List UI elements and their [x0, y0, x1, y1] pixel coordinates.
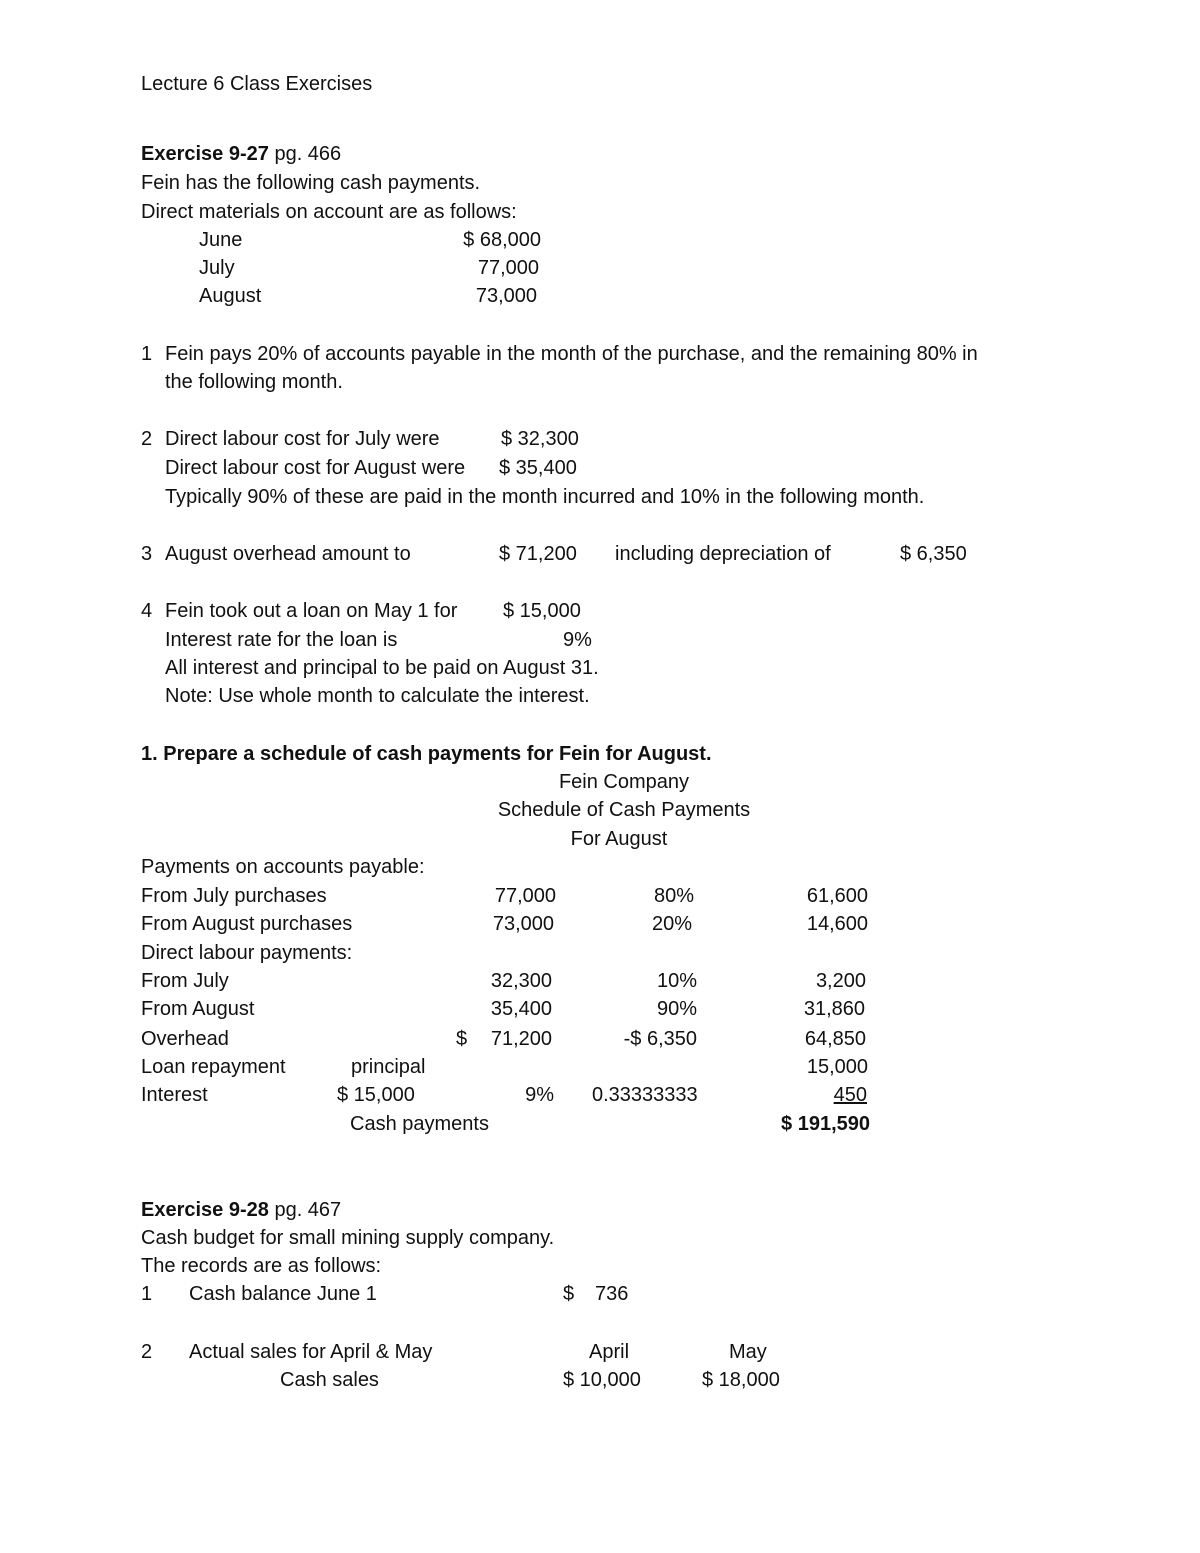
item-text: the following month.	[165, 371, 343, 393]
material-month: June	[199, 229, 243, 251]
exercise-intro: Fein has the following cash payments.	[141, 172, 481, 194]
item-text: All interest and principal to be paid on August 31.	[165, 657, 599, 679]
item-text: Direct labour cost for July were	[165, 428, 440, 450]
row-total: 64,850	[804, 1028, 866, 1050]
item-text: Fein pays 20% of accounts payable in the month of the purchase, and the remaining 80% in	[165, 343, 978, 365]
item-text: Direct labour cost for August were	[165, 457, 466, 479]
schedule-period: For August	[570, 828, 668, 850]
item-currency: $	[563, 1283, 575, 1305]
item-number: 3	[141, 543, 153, 565]
row-amount: 77,000	[494, 885, 556, 907]
row-amount: 35,400	[490, 998, 552, 1020]
item-number: 2	[141, 1341, 153, 1363]
row-amount: 32,300	[490, 970, 552, 992]
row-label: From July	[141, 970, 229, 992]
item-text: Typically 90% of these are paid in the month incurred and 10% in the following month.	[165, 486, 925, 508]
row-total: 450	[833, 1084, 867, 1106]
section-label: Payments on accounts payable:	[141, 856, 425, 878]
row-currency: $	[456, 1028, 468, 1050]
exercise-intro: Direct materials on account are as follows:	[141, 201, 517, 223]
row-percent: 10%	[656, 970, 697, 992]
cash-sales-may: $ 18,000	[702, 1369, 780, 1391]
row-total: 14,600	[806, 913, 868, 935]
item-text: Note: Use whole month to calculate the interest.	[165, 685, 590, 707]
item-number: 1	[141, 1283, 153, 1305]
row-fraction: 0.33333333	[592, 1084, 698, 1106]
item-value: 736	[595, 1283, 629, 1305]
item-value: $ 35,400	[499, 457, 577, 479]
row-label: From August	[141, 998, 255, 1020]
document-title: Lecture 6 Class Exercises	[141, 73, 373, 95]
item-text: Actual sales for April & May	[189, 1341, 433, 1363]
row-total: 61,600	[806, 885, 868, 907]
item-value: $ 32,300	[501, 428, 579, 450]
row-percent: 80%	[653, 885, 694, 907]
schedule-question: 1. Prepare a schedule of cash payments for Fein for August.	[141, 743, 712, 765]
item-text: Cash balance June 1	[189, 1283, 377, 1305]
item-number: 2	[141, 428, 153, 450]
row-total: 31,860	[803, 998, 865, 1020]
section-label: Direct labour payments:	[141, 942, 353, 964]
exercise-9-27-heading	[141, 142, 341, 166]
row-label: Loan repayment	[141, 1056, 286, 1078]
schedule-title: Schedule of Cash Payments	[497, 799, 751, 821]
row-depreciation: -$ 6,350	[623, 1028, 697, 1050]
row-sublabel: principal	[351, 1056, 426, 1078]
row-amount: 71,200	[490, 1028, 552, 1050]
row-label: From August purchases	[141, 913, 353, 935]
exercise-9-28-page: pg. 467	[268, 1199, 342, 1221]
row-principal: $ 15,000	[337, 1084, 415, 1106]
material-amount: 73,000	[475, 285, 537, 307]
item-value: $ 71,200	[499, 543, 577, 565]
row-label: Interest	[141, 1084, 208, 1106]
row-total: 3,200	[815, 970, 866, 992]
cash-payments-label: Cash payments	[350, 1113, 489, 1135]
material-amount: $ 68,000	[463, 229, 541, 251]
item-value: $ 6,350	[900, 543, 967, 565]
row-label: Cash sales	[280, 1369, 379, 1391]
cash-payments-total: $ 191,590	[781, 1113, 870, 1135]
row-percent: 90%	[656, 998, 697, 1020]
row-rate: 9%	[525, 1084, 554, 1106]
material-month: July	[199, 257, 235, 279]
material-amount: 77,000	[477, 257, 539, 279]
item-number: 1	[141, 343, 153, 365]
exercise-intro: Cash budget for small mining supply company.	[141, 1227, 555, 1249]
exercise-9-27-number: Exercise 9-27	[141, 143, 269, 165]
item-text: including depreciation of	[615, 543, 831, 565]
row-label: Overhead	[141, 1028, 229, 1050]
row-total: 15,000	[806, 1056, 868, 1078]
row-label: From July purchases	[141, 885, 327, 907]
exercise-9-27-page: pg. 466	[268, 143, 342, 165]
item-text: Fein took out a loan on May 1 for	[165, 600, 458, 622]
item-value: $ 15,000	[503, 600, 581, 622]
exercise-9-28-number: Exercise 9-28	[141, 1199, 269, 1221]
exercise-intro: The records are as follows:	[141, 1255, 382, 1277]
column-header-april: April	[589, 1341, 630, 1363]
item-text: Interest rate for the loan is	[165, 629, 398, 651]
item-value: 9%	[563, 629, 592, 651]
row-amount: 73,000	[492, 913, 554, 935]
item-number: 4	[141, 600, 153, 622]
cash-sales-april: $ 10,000	[563, 1369, 641, 1391]
item-text: August overhead amount to	[165, 543, 411, 565]
schedule-company: Fein Company	[558, 771, 690, 793]
material-month: August	[199, 285, 262, 307]
exercise-9-28-heading	[141, 1198, 341, 1222]
column-header-may: May	[729, 1341, 767, 1363]
row-percent: 20%	[651, 913, 692, 935]
